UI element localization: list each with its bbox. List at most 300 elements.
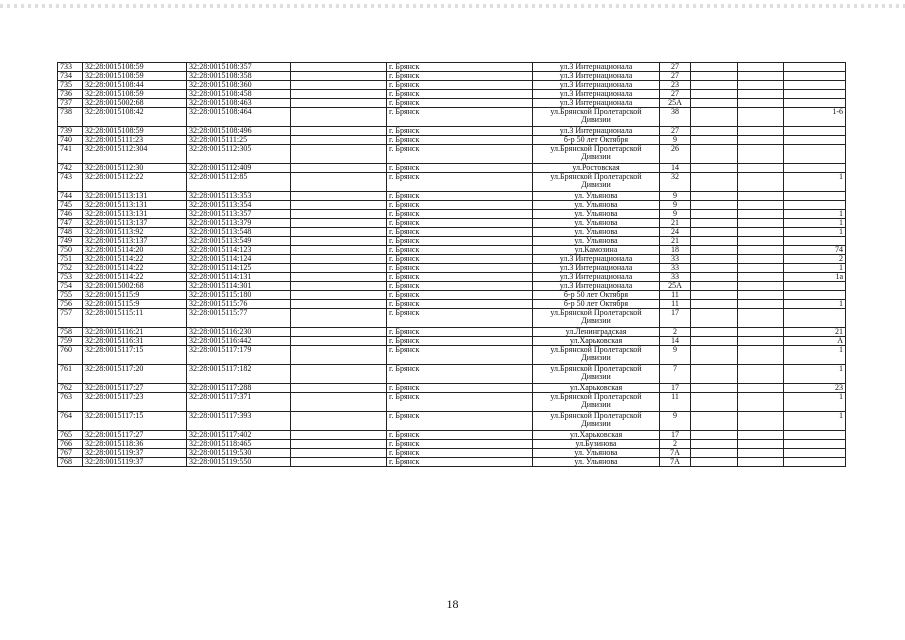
object-cadastral-number: 32:28:0015113:353 <box>187 192 291 201</box>
city-cell: г. Брянск <box>387 309 533 328</box>
street-cell: б-р 50 лет Октября <box>533 291 660 300</box>
apartment-cell <box>784 431 846 440</box>
empty-cell <box>738 273 784 282</box>
empty-cell <box>691 393 738 412</box>
row-number: 746 <box>58 210 83 219</box>
empty-cell <box>738 210 784 219</box>
object-cadastral-number: 32:28:0015116:442 <box>187 337 291 346</box>
empty-cell <box>738 72 784 81</box>
empty-cell <box>691 173 738 192</box>
empty-cell <box>691 99 738 108</box>
street-cell: ул.3 Интернационала <box>533 127 660 136</box>
object-cadastral-number: 32:28:0015108:463 <box>187 99 291 108</box>
empty-cell <box>738 300 784 309</box>
apartment-cell: 1 <box>784 264 846 273</box>
land-cadastral-number: 32:28:0015108:59 <box>83 90 187 99</box>
table-row <box>58 63 846 72</box>
house-number-cell: 17 <box>660 431 691 440</box>
table-row <box>58 72 846 81</box>
empty-cell <box>691 346 738 365</box>
land-cadastral-number: 32:28:0015114:22 <box>83 255 187 264</box>
house-number-cell: 27 <box>660 72 691 81</box>
table-row <box>58 365 846 384</box>
street-cell: ул. Ульянова <box>533 458 660 467</box>
street-cell: ул.3 Интернационала <box>533 72 660 81</box>
empty-cell <box>738 246 784 255</box>
object-cadastral-number: 32:28:0015112:305 <box>187 145 291 164</box>
empty-cell <box>738 458 784 467</box>
row-number: 762 <box>58 384 83 393</box>
object-cadastral-number: 32:28:0015115:180 <box>187 291 291 300</box>
empty-cell <box>291 291 387 300</box>
city-cell: г. Брянск <box>387 273 533 282</box>
house-number-cell: 25А <box>660 282 691 291</box>
object-cadastral-number: 32:28:0015108:358 <box>187 72 291 81</box>
city-cell: г. Брянск <box>387 145 533 164</box>
object-cadastral-number: 32:28:0015108:360 <box>187 81 291 90</box>
apartment-cell <box>784 201 846 210</box>
house-number-cell: 25А <box>660 99 691 108</box>
apartment-cell <box>784 81 846 90</box>
empty-cell <box>738 81 784 90</box>
table-row <box>58 255 846 264</box>
street-cell: б-р 50 лет Октября <box>533 136 660 145</box>
object-cadastral-number: 32:28:0015113:548 <box>187 228 291 237</box>
row-number: 743 <box>58 173 83 192</box>
empty-cell <box>691 291 738 300</box>
house-number-cell: 27 <box>660 127 691 136</box>
land-cadastral-number: 32:28:0015114:22 <box>83 264 187 273</box>
row-number: 761 <box>58 365 83 384</box>
empty-cell <box>691 228 738 237</box>
row-number: 751 <box>58 255 83 264</box>
object-cadastral-number: 32:28:0015117:182 <box>187 365 291 384</box>
city-cell: г. Брянск <box>387 328 533 337</box>
table-row <box>58 346 846 365</box>
apartment-cell: А <box>784 337 846 346</box>
table-row <box>58 282 846 291</box>
city-cell: г. Брянск <box>387 255 533 264</box>
house-number-cell: 17 <box>660 309 691 328</box>
house-number-cell: 38 <box>660 108 691 127</box>
empty-cell <box>738 228 784 237</box>
empty-cell <box>691 273 738 282</box>
empty-cell <box>291 346 387 365</box>
object-cadastral-number: 32:28:0015113:549 <box>187 237 291 246</box>
house-number-cell: 27 <box>660 90 691 99</box>
empty-cell <box>291 458 387 467</box>
empty-cell <box>738 309 784 328</box>
empty-cell <box>738 63 784 72</box>
empty-cell <box>291 412 387 431</box>
apartment-cell <box>784 282 846 291</box>
city-cell: г. Брянск <box>387 440 533 449</box>
city-cell: г. Брянск <box>387 127 533 136</box>
city-cell: г. Брянск <box>387 264 533 273</box>
empty-cell <box>291 136 387 145</box>
house-number-cell: 7 <box>660 365 691 384</box>
table-row <box>58 412 846 431</box>
apartment-cell <box>784 90 846 99</box>
table-row <box>58 337 846 346</box>
apartment-cell: 1 <box>784 300 846 309</box>
empty-cell <box>691 440 738 449</box>
city-cell: г. Брянск <box>387 192 533 201</box>
land-cadastral-number: 32:28:0015111:23 <box>83 136 187 145</box>
object-cadastral-number: 32:28:0015114:301 <box>187 282 291 291</box>
empty-cell <box>738 291 784 300</box>
apartment-cell: 1 <box>784 210 846 219</box>
apartment-cell <box>784 145 846 164</box>
row-number: 745 <box>58 201 83 210</box>
table-row <box>58 201 846 210</box>
row-number: 765 <box>58 431 83 440</box>
empty-cell <box>291 300 387 309</box>
house-number-cell: 24 <box>660 228 691 237</box>
house-number-cell: 7А <box>660 449 691 458</box>
land-cadastral-number: 32:28:0015117:23 <box>83 393 187 412</box>
apartment-cell <box>784 449 846 458</box>
object-cadastral-number: 32:28:0015112:409 <box>187 164 291 173</box>
table-row <box>58 458 846 467</box>
row-number: 747 <box>58 219 83 228</box>
house-number-cell: 26 <box>660 145 691 164</box>
table-row <box>58 136 846 145</box>
apartment-cell: 23 <box>784 384 846 393</box>
land-cadastral-number: 32:28:0015114:22 <box>83 273 187 282</box>
city-cell: г. Брянск <box>387 81 533 90</box>
table-row <box>58 273 846 282</box>
empty-cell <box>738 108 784 127</box>
city-cell: г. Брянск <box>387 99 533 108</box>
table-row <box>58 431 846 440</box>
city-cell: г. Брянск <box>387 201 533 210</box>
empty-cell <box>738 192 784 201</box>
object-cadastral-number: 32:28:0015117:402 <box>187 431 291 440</box>
land-cadastral-number: 32:28:0015118:36 <box>83 440 187 449</box>
table-row <box>58 246 846 255</box>
land-cadastral-number: 32:28:0015113:92 <box>83 228 187 237</box>
empty-cell <box>691 458 738 467</box>
table-row <box>58 99 846 108</box>
land-cadastral-number: 32:28:0015117:15 <box>83 346 187 365</box>
table-row <box>58 291 846 300</box>
scan-edge-noise <box>0 4 905 8</box>
object-cadastral-number: 32:28:0015108:496 <box>187 127 291 136</box>
land-cadastral-number: 32:28:0015002:68 <box>83 99 187 108</box>
house-number-cell: 14 <box>660 164 691 173</box>
object-cadastral-number: 32:28:0015114:123 <box>187 246 291 255</box>
empty-cell <box>291 255 387 264</box>
table-row <box>58 393 846 412</box>
house-number-cell: 9 <box>660 412 691 431</box>
empty-cell <box>691 164 738 173</box>
land-cadastral-number: 32:28:0015108:42 <box>83 108 187 127</box>
land-cadastral-number: 32:28:0015114:20 <box>83 246 187 255</box>
house-number-cell: 9 <box>660 192 691 201</box>
object-cadastral-number: 32:28:0015117:393 <box>187 412 291 431</box>
object-cadastral-number: 32:28:0015108:458 <box>187 90 291 99</box>
empty-cell <box>691 431 738 440</box>
street-cell: ул.Ростовская <box>533 164 660 173</box>
object-cadastral-number: 32:28:0015111:25 <box>187 136 291 145</box>
row-number: 749 <box>58 237 83 246</box>
street-cell: ул.Брянской Пролетарской Дивизии <box>533 412 660 431</box>
table-row <box>58 449 846 458</box>
street-cell: ул. Ульянова <box>533 449 660 458</box>
object-cadastral-number: 32:28:0015117:179 <box>187 346 291 365</box>
street-cell: ул.3 Интернационала <box>533 264 660 273</box>
land-cadastral-number: 32:28:0015108:59 <box>83 63 187 72</box>
street-cell: ул.Брянской Пролетарской Дивизии <box>533 346 660 365</box>
empty-cell <box>738 264 784 273</box>
empty-cell <box>738 449 784 458</box>
row-number: 766 <box>58 440 83 449</box>
house-number-cell: 33 <box>660 255 691 264</box>
apartment-cell: 74 <box>784 246 846 255</box>
apartment-cell <box>784 99 846 108</box>
apartment-cell: 1 <box>784 365 846 384</box>
empty-cell <box>691 90 738 99</box>
street-cell: ул.3 Интернационала <box>533 282 660 291</box>
row-number: 756 <box>58 300 83 309</box>
apartment-cell <box>784 309 846 328</box>
object-cadastral-number: 32:28:0015117:371 <box>187 393 291 412</box>
street-cell: ул. Ульянова <box>533 219 660 228</box>
street-cell: ул.3 Интернационала <box>533 99 660 108</box>
empty-cell <box>291 384 387 393</box>
table-row <box>58 309 846 328</box>
land-cadastral-number: 32:28:0015115:9 <box>83 300 187 309</box>
empty-cell <box>738 384 784 393</box>
empty-cell <box>691 282 738 291</box>
row-number: 752 <box>58 264 83 273</box>
apartment-cell: 21 <box>784 328 846 337</box>
empty-cell <box>738 127 784 136</box>
row-number: 764 <box>58 412 83 431</box>
object-cadastral-number: 32:28:0015119:530 <box>187 449 291 458</box>
table-row <box>58 90 846 99</box>
empty-cell <box>291 210 387 219</box>
empty-cell <box>738 337 784 346</box>
empty-cell <box>691 384 738 393</box>
street-cell: ул.Брянской Пролетарской Дивизии <box>533 309 660 328</box>
city-cell: г. Брянск <box>387 72 533 81</box>
empty-cell <box>291 337 387 346</box>
empty-cell <box>691 246 738 255</box>
object-cadastral-number: 32:28:0015118:465 <box>187 440 291 449</box>
apartment-cell <box>784 63 846 72</box>
street-cell: ул.Бузинова <box>533 440 660 449</box>
city-cell: г. Брянск <box>387 458 533 467</box>
street-cell: ул.3 Интернационала <box>533 63 660 72</box>
street-cell: ул. Ульянова <box>533 201 660 210</box>
city-cell: г. Брянск <box>387 228 533 237</box>
empty-cell <box>291 81 387 90</box>
object-cadastral-number: 32:28:0015117:288 <box>187 384 291 393</box>
empty-cell <box>291 237 387 246</box>
empty-cell <box>691 219 738 228</box>
empty-cell <box>291 108 387 127</box>
street-cell: ул.3 Интернационала <box>533 90 660 99</box>
street-cell: ул.3 Интернационала <box>533 81 660 90</box>
empty-cell <box>291 72 387 81</box>
register-rows <box>58 63 846 467</box>
empty-cell <box>291 145 387 164</box>
object-cadastral-number: 32:28:0015119:550 <box>187 458 291 467</box>
street-cell: ул.Камозина <box>533 246 660 255</box>
object-cadastral-number: 32:28:0015114:125 <box>187 264 291 273</box>
house-number-cell: 21 <box>660 219 691 228</box>
empty-cell <box>691 145 738 164</box>
empty-cell <box>291 219 387 228</box>
house-number-cell: 11 <box>660 300 691 309</box>
house-number-cell: 21 <box>660 237 691 246</box>
land-cadastral-number: 32:28:0015116:31 <box>83 337 187 346</box>
apartment-cell <box>784 72 846 81</box>
empty-cell <box>291 449 387 458</box>
row-number: 754 <box>58 282 83 291</box>
empty-cell <box>291 264 387 273</box>
empty-cell <box>738 365 784 384</box>
empty-cell <box>691 337 738 346</box>
apartment-cell: 1 <box>784 228 846 237</box>
table-row <box>58 219 846 228</box>
row-number: 742 <box>58 164 83 173</box>
apartment-cell: 1 <box>784 412 846 431</box>
row-number: 734 <box>58 72 83 81</box>
empty-cell <box>738 431 784 440</box>
object-cadastral-number: 32:28:0015116:230 <box>187 328 291 337</box>
empty-cell <box>691 81 738 90</box>
row-number: 738 <box>58 108 83 127</box>
empty-cell <box>738 440 784 449</box>
house-number-cell: 9 <box>660 346 691 365</box>
street-cell: ул.Ленинградская <box>533 328 660 337</box>
city-cell: г. Брянск <box>387 164 533 173</box>
land-cadastral-number: 32:28:0015108:44 <box>83 81 187 90</box>
city-cell: г. Брянск <box>387 108 533 127</box>
table-row <box>58 228 846 237</box>
empty-cell <box>738 99 784 108</box>
empty-cell <box>691 210 738 219</box>
land-cadastral-number: 32:28:0015113:137 <box>83 219 187 228</box>
street-cell: ул.Харьковская <box>533 431 660 440</box>
city-cell: г. Брянск <box>387 449 533 458</box>
empty-cell <box>691 136 738 145</box>
empty-cell <box>691 127 738 136</box>
empty-cell <box>291 63 387 72</box>
object-cadastral-number: 32:28:0015113:357 <box>187 210 291 219</box>
city-cell: г. Брянск <box>387 365 533 384</box>
city-cell: г. Брянск <box>387 210 533 219</box>
land-cadastral-number: 32:28:0015115:11 <box>83 309 187 328</box>
empty-cell <box>691 255 738 264</box>
apartment-cell <box>784 127 846 136</box>
row-number: 740 <box>58 136 83 145</box>
land-cadastral-number: 32:28:0015108:59 <box>83 127 187 136</box>
apartment-cell <box>784 192 846 201</box>
house-number-cell: 11 <box>660 393 691 412</box>
land-cadastral-number: 32:28:0015112:304 <box>83 145 187 164</box>
empty-cell <box>738 393 784 412</box>
city-cell: г. Брянск <box>387 384 533 393</box>
house-number-cell: 7А <box>660 458 691 467</box>
house-number-cell: 33 <box>660 264 691 273</box>
apartment-cell <box>784 237 846 246</box>
apartment-cell: 1 <box>784 173 846 192</box>
street-cell: б-р 50 лет Октября <box>533 300 660 309</box>
city-cell: г. Брянск <box>387 237 533 246</box>
street-cell: ул. Ульянова <box>533 210 660 219</box>
city-cell: г. Брянск <box>387 291 533 300</box>
table-row <box>58 173 846 192</box>
street-cell: ул.Брянской Пролетарской Дивизии <box>533 108 660 127</box>
city-cell: г. Брянск <box>387 173 533 192</box>
apartment-cell <box>784 458 846 467</box>
land-cadastral-number: 32:28:0015119:37 <box>83 458 187 467</box>
empty-cell <box>291 228 387 237</box>
empty-cell <box>738 145 784 164</box>
row-number: 737 <box>58 99 83 108</box>
object-cadastral-number: 32:28:0015114:131 <box>187 273 291 282</box>
house-number-cell: 32 <box>660 173 691 192</box>
empty-cell <box>738 237 784 246</box>
empty-cell <box>291 273 387 282</box>
table-row <box>58 300 846 309</box>
empty-cell <box>291 99 387 108</box>
object-cadastral-number: 32:28:0015108:464 <box>187 108 291 127</box>
city-cell: г. Брянск <box>387 246 533 255</box>
city-cell: г. Брянск <box>387 219 533 228</box>
table-row <box>58 210 846 219</box>
empty-cell <box>738 164 784 173</box>
street-cell: ул.Брянской Пролетарской Дивизии <box>533 173 660 192</box>
empty-cell <box>738 90 784 99</box>
empty-cell <box>738 136 784 145</box>
row-number: 744 <box>58 192 83 201</box>
empty-cell <box>291 173 387 192</box>
empty-cell <box>291 201 387 210</box>
street-cell: ул.3 Интернационала <box>533 255 660 264</box>
row-number: 741 <box>58 145 83 164</box>
apartment-cell <box>784 164 846 173</box>
empty-cell <box>291 328 387 337</box>
apartment-cell: 2 <box>784 255 846 264</box>
land-cadastral-number: 32:28:0015112:30 <box>83 164 187 173</box>
street-cell: ул.Брянской Пролетарской Дивизии <box>533 145 660 164</box>
land-cadastral-number: 32:28:0015112:22 <box>83 173 187 192</box>
house-number-cell: 2 <box>660 328 691 337</box>
empty-cell <box>691 63 738 72</box>
house-number-cell: 9 <box>660 210 691 219</box>
object-cadastral-number: 32:28:0015112:85 <box>187 173 291 192</box>
city-cell: г. Брянск <box>387 412 533 431</box>
row-number: 758 <box>58 328 83 337</box>
apartment-cell <box>784 440 846 449</box>
row-number: 739 <box>58 127 83 136</box>
empty-cell <box>291 431 387 440</box>
city-cell: г. Брянск <box>387 337 533 346</box>
row-number: 753 <box>58 273 83 282</box>
row-number: 748 <box>58 228 83 237</box>
row-number: 736 <box>58 90 83 99</box>
page-number: 18 <box>446 597 459 611</box>
street-cell: ул.Брянской Пролетарской Дивизии <box>533 393 660 412</box>
land-cadastral-number: 32:28:0015117:27 <box>83 384 187 393</box>
empty-cell <box>291 192 387 201</box>
empty-cell <box>691 201 738 210</box>
